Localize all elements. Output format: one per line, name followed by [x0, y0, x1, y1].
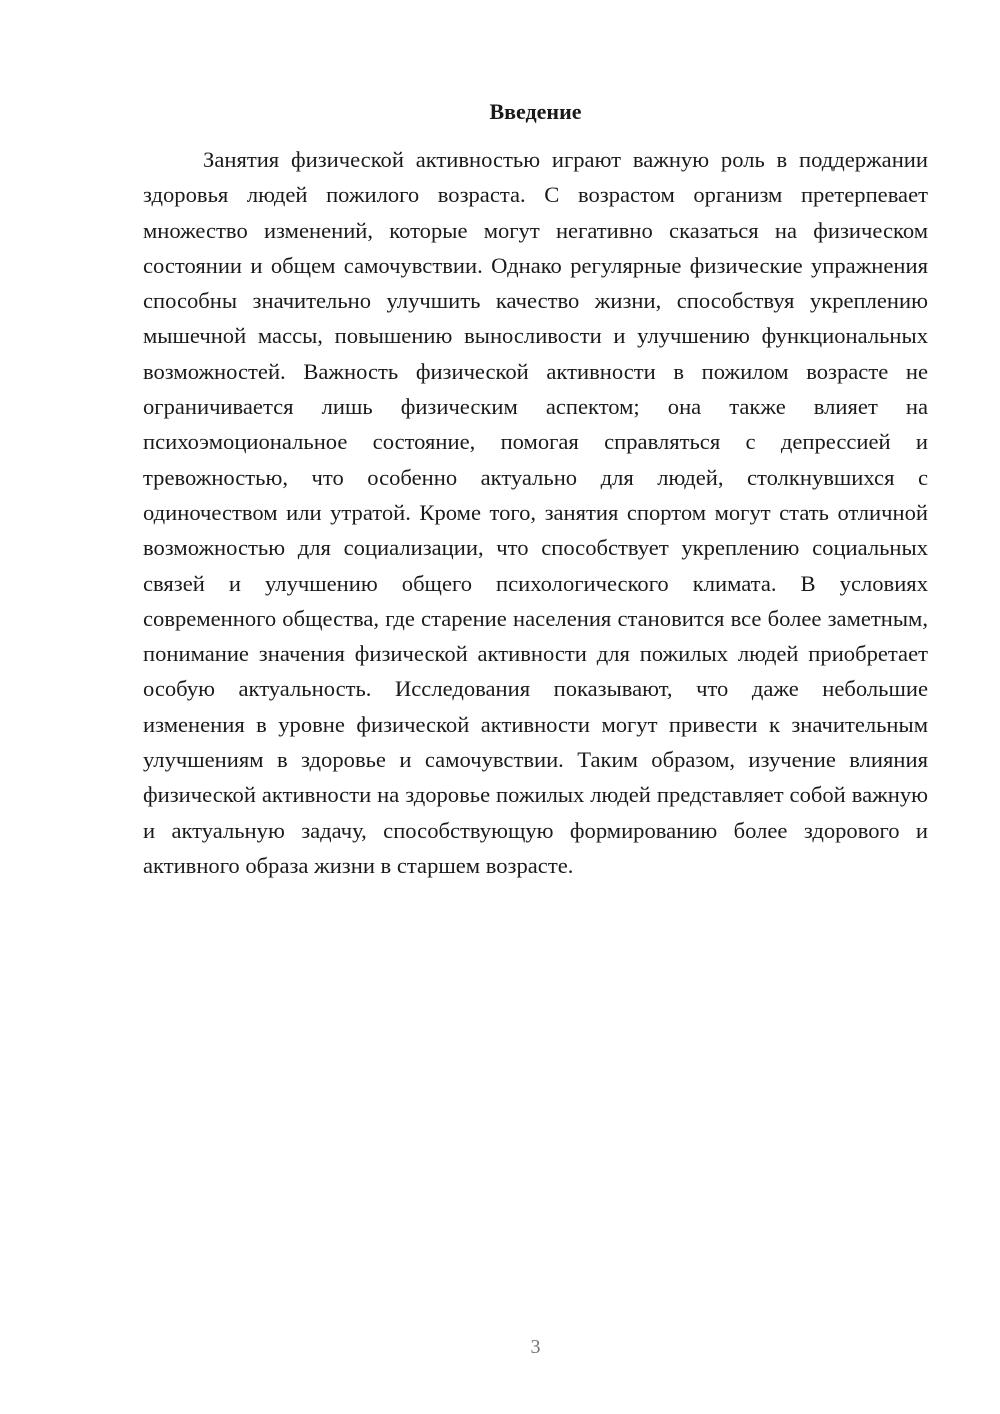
section-heading: Введение	[489, 99, 582, 124]
introduction-paragraph: Занятия физической активностью играют важную роль в поддержании здоровья людей пожилого возраста. С возрастом организм претерпевает множество изменений, которые могут негативно сказаться на физическом состоянии и общем самочувствии. Однако регулярные физические упражнения способны значительно улучшить качество жизни, способствуя укреплению мышечной массы, повышению выносливости и улучшению функциональных возможностей. Важность физической активности в пожилом возрасте не ограничивается лишь физическим аспектом; она также влияет на психоэмоциональное состояние, помогая справляться с депрессией и тревожностью, что особенно актуально для людей, столкнувшихся с одиночеством или утратой. Кроме того, занятия спортом могут стать отличной возможностью для социализации, что способствует укреплению социальных связей и улучшению общего психологического климата. В условиях современного общества, где старение населения становится все более заметным, понимание значения физической активности для пожилых людей приобретает особую актуальность. Исследования показывают, что даже небольшие изменения в уровне физической активности могут привести к значительным улучшениям в здоровье и самочувствии. Таким образом, изучение влияния физической активности на здоровье пожилых людей представляет собой важную и актуальную задачу, способствующую формированию более здорового и активного образа жизни в старшем возрасте.	[143, 147, 928, 878]
page-number: 3	[530, 1336, 541, 1358]
